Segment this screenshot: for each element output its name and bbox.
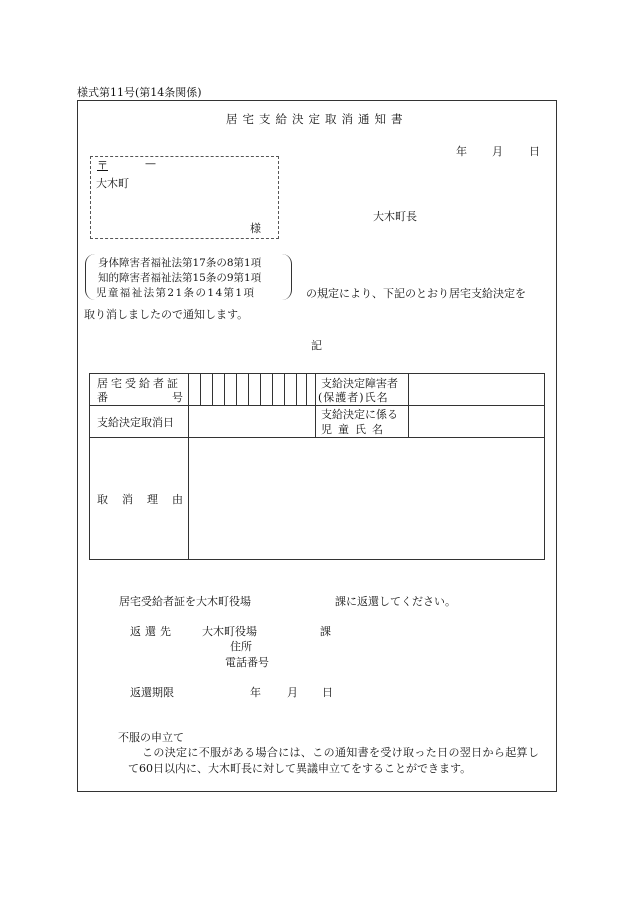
info-table [89,373,545,560]
deadline-day: 日 [322,686,333,699]
return-to-office: 大木町役場 [202,625,257,638]
child-name-label-top: 支給決定に係る [321,408,398,421]
address-town: 大木町 [96,177,129,190]
law-line-1: 身体障害者福祉法第17条の8第1項 [98,257,262,269]
return-to-label: 返還先 [130,625,175,638]
cancel-date-label: 支給決定取消日 [97,416,174,429]
cert-number-label-go: 号 [172,391,183,404]
law-line-3: 児童福祉法第21条の14第1項 [96,287,256,299]
return-to-section: 課 [320,625,331,638]
child-name-label-bottom: 児童氏名 [321,423,389,436]
ki-marker: 記 [311,339,322,352]
cancel-reason-label-char-3: 理 [147,493,158,506]
law-line-2: 知的障害者福祉法第15条の9第1項 [98,272,262,284]
issuer-name: 大木町長 [373,210,417,223]
deadline-year: 年 [250,686,261,699]
cancel-reason-label-char-1: 取 [97,493,108,506]
return-notice-part1: 居宅受給者証を大木町役場 [119,595,251,608]
postal-mark: 〒 [97,159,108,172]
appeal-line-1: この決定に不服がある場合には、この通知書を受け取った日の翌日から起算し [142,746,540,759]
cancel-reason-label-char-4: 由 [172,493,183,506]
cert-number-label-top: 居宅受給者証 [97,377,181,390]
postal-dash: — [145,157,156,170]
date-year: 年 [456,145,467,158]
decided-person-label-top: 支給決定障害者 [321,377,398,390]
appeal-heading: 不服の申立て [118,731,184,744]
body-line-2: 取り消しましたので通知します。 [84,308,249,321]
cancel-date-field[interactable] [194,410,310,434]
cert-number-label-ban: 番 [97,391,108,404]
cancel-reason-field[interactable] [194,442,540,554]
decided-person-label-bottom: (保護者)氏名 [318,391,389,404]
cancel-reason-label-char-2: 消 [122,493,133,506]
deadline-label: 返還期限 [130,686,174,699]
cancel-reason-label [97,491,183,507]
cert-number-label-bottom [97,389,183,405]
return-to-address-label: 住所 [230,640,252,653]
date-month: 月 [492,145,503,158]
form-reference: 様式第11号(第14条関係) [77,86,202,99]
decided-person-name-field[interactable] [412,378,540,402]
date-day: 日 [529,145,540,158]
recipient-honorific: 様 [250,222,261,235]
document-title: 居宅支給決定取消通知書 [226,112,408,126]
child-name-field[interactable] [412,410,540,434]
appeal-line-2: て60日以内に、大木町長に対して異議申立てをすることができます。 [128,762,472,775]
deadline-month: 月 [287,686,298,699]
body-line-1: の規定により、下記のとおり居宅支給決定を [306,287,526,300]
return-notice-part2: 課に返還してください。 [335,595,456,608]
return-to-phone-label: 電話番号 [225,656,269,669]
